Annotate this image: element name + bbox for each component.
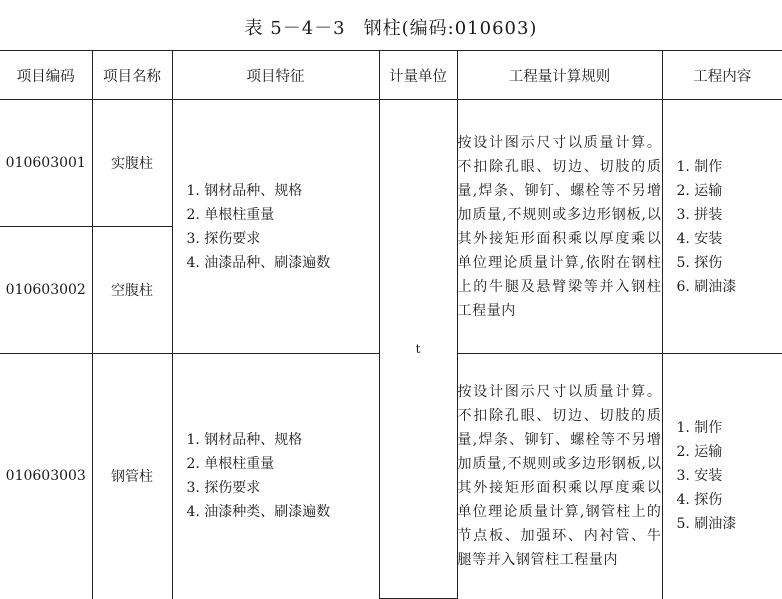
feature-list: [173, 179, 379, 275]
list-item: 2. 运输: [677, 440, 782, 464]
item-code: 010603001: [0, 100, 92, 227]
item-features-cell: [172, 354, 379, 599]
header-row: [0, 51, 782, 100]
item-code: 010603002: [0, 227, 92, 354]
header-item-name: 项目名称: [92, 51, 172, 100]
list-item: 4. 探伤: [677, 488, 782, 512]
list-item: 2. 单根柱重量: [187, 203, 379, 227]
item-features-cell: [172, 100, 379, 354]
list-item: 2. 运输: [677, 179, 782, 203]
list-item: 1. 钢材品种、规格: [187, 179, 379, 203]
list-item: 4. 油漆种类、刷漆遍数: [187, 500, 379, 524]
header-calc-rule: 工程量计算规则: [457, 51, 662, 100]
list-item: 1. 制作: [677, 155, 782, 179]
list-item: 6. 刷油漆: [677, 275, 782, 299]
item-name: 钢管柱: [92, 354, 172, 599]
item-name: 实腹柱: [92, 100, 172, 227]
list-item: 4. 安装: [677, 227, 782, 251]
table-caption: [0, 18, 782, 40]
calc-rule-cell: 按设计图示尺寸以质量计算。不扣除孔眼、切边、切肢的质量,焊条、铆钉、螺栓等不另增加质量,不规则或多边形钢板,以其外接矩形面积乘以厚度乘以单位理论质量计算,依附在钢柱上的牛腿及悬臂梁等并入钢柱工程量内: [457, 100, 662, 354]
list-item: 4. 油漆品种、刷漆遍数: [187, 251, 379, 275]
table-number: 表 5－4－3: [245, 18, 346, 39]
table-row: [0, 100, 782, 227]
work-content-cell: [662, 354, 782, 599]
list-item: 3. 拼装: [677, 203, 782, 227]
list-item: 5. 刷油漆: [677, 512, 782, 536]
table-title: 钢柱(编码:010603): [364, 18, 538, 39]
list-item: 1. 制作: [677, 416, 782, 440]
work-content-cell: [662, 100, 782, 354]
list-item: 3. 探伤要求: [187, 227, 379, 251]
header-unit: 计量单位: [379, 51, 457, 100]
list-item: 3. 探伤要求: [187, 476, 379, 500]
feature-list: [173, 428, 379, 524]
item-code: 010603003: [0, 354, 92, 599]
item-name: 空腹柱: [92, 227, 172, 354]
work-list: [663, 416, 782, 536]
list-item: 3. 安装: [677, 464, 782, 488]
calc-rule-cell: 按设计图示尺寸以质量计算。不扣除孔眼、切边、切肢的质量,焊条、铆钉、螺栓等不另增加质量,不规则或多边形钢板,以其外接矩形面积乘以厚度乘以单位理论质量计算,钢管柱上的节点板、加强环、内衬管、牛腿等并入钢管柱工程量内: [457, 354, 662, 599]
steel-column-table: [0, 50, 782, 599]
work-list: [663, 155, 782, 299]
unit-cell: t: [379, 100, 457, 599]
list-item: 1. 钢材品种、规格: [187, 428, 379, 452]
header-item-features: 项目特征: [172, 51, 379, 100]
list-item: 2. 单根柱重量: [187, 452, 379, 476]
header-item-code: 项目编码: [0, 51, 92, 100]
list-item: 5. 探伤: [677, 251, 782, 275]
header-work-content: 工程内容: [662, 51, 782, 100]
